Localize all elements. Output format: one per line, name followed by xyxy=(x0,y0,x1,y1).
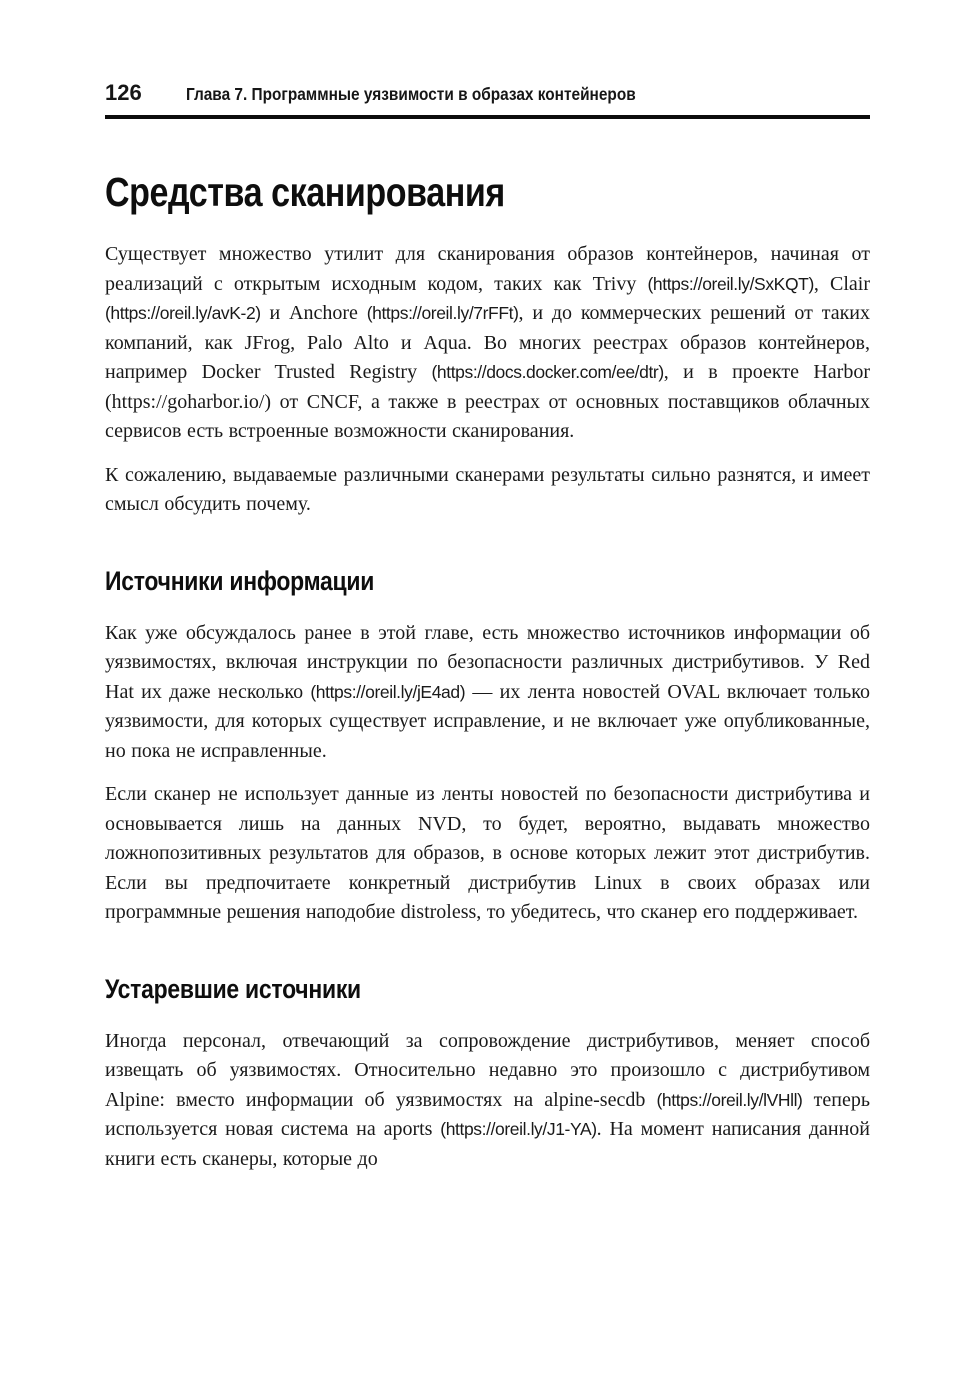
text-run: Если сканер не использует данные из ленты новостей по безопасности дистрибутива и основывается лишь на данных NVD, то будет, вероятно, выдавать множество ложнопозитивных результатов для образов, в основе которых лежит этот дистрибутив. Если вы предпочитаете конкретный дистрибутив Linux в своих образах или программные решения наподобие distroless, то убедитесь, что сканер его поддерживает. xyxy=(105,783,870,923)
url-run: (https://oreil.ly/SxKQT) xyxy=(647,273,814,294)
url-run: (https://oreil.ly/avK-2) xyxy=(105,303,261,323)
paragraph xyxy=(105,461,870,520)
running-head: Глава 7. Программные уязвимости в образах контейнеров xyxy=(185,84,636,104)
text-run: — их лента новостей OVAL включает только уязвимости, для которых существует исправление, и не включает уже опубликованные, но пока не исправленные. xyxy=(105,680,870,762)
sub-heading: Источники информации xyxy=(105,565,375,596)
text-run: теперь используется новая система на aports xyxy=(105,1088,870,1140)
url-run: (https://oreil.ly/7rFFt) xyxy=(366,303,519,323)
paragraph xyxy=(105,240,870,447)
page-header xyxy=(105,80,870,119)
url-run: (https://oreil.ly/J1-YA) xyxy=(440,1119,597,1139)
paragraph xyxy=(105,619,870,767)
text-run: , и в проекте Harbor (https://goharbor.io/) от CNCF, а также в реестрах от основных поставщиков облачных сервисов есть встроенные возможности сканирования. xyxy=(105,361,871,442)
text-run: , Clair xyxy=(813,272,870,295)
url-run: (https://oreil.ly/lVHll) xyxy=(656,1089,803,1110)
paragraph xyxy=(105,780,870,928)
url-run: (https://oreil.ly/jE4ad) xyxy=(310,681,466,702)
url-run: (https://docs.docker.com/ee/dtr) xyxy=(431,362,664,382)
text-run: , и до коммерческих решений от таких компаний, как JFrog, Palo Alto и Aqua. Во многих реестрах образов контейнеров, например Docker Trusted Registry xyxy=(105,302,870,383)
text-run: Иногда персонал, отвечающий за сопровождение дистрибутивов, меняет способ извещать об уязвимостях. Относительно недавно это произошло с дистрибутивом Alpine: вместо информации об уязвимостях на alpine-secdb xyxy=(105,1029,870,1111)
text-run: Как уже обсуждалось ранее в этой главе, есть множество источников информации об уязвимостях, включая инструкции по безопасности различных дистрибутивов. У Red Hat их даже несколько xyxy=(105,621,870,703)
body-text xyxy=(105,240,870,1174)
sub-heading: Устаревшие источники xyxy=(105,973,361,1004)
page-number: 126 xyxy=(105,80,142,105)
section-title: Средства сканирования xyxy=(105,169,505,215)
paragraph xyxy=(105,1027,870,1175)
text-run: и Anchore xyxy=(260,302,367,324)
text-run: . На момент написания данной книги есть сканеры, которые до xyxy=(105,1118,871,1170)
text-run: Существует множество утилит для сканирования образов контейнеров, начиная от реализаций с открытым исходным кодом, таких как Trivy xyxy=(105,243,870,295)
text-run: К сожалению, выдаваемые различными сканерами результаты сильно разнятся, и имеет смысл обсудить почему. xyxy=(105,463,870,515)
